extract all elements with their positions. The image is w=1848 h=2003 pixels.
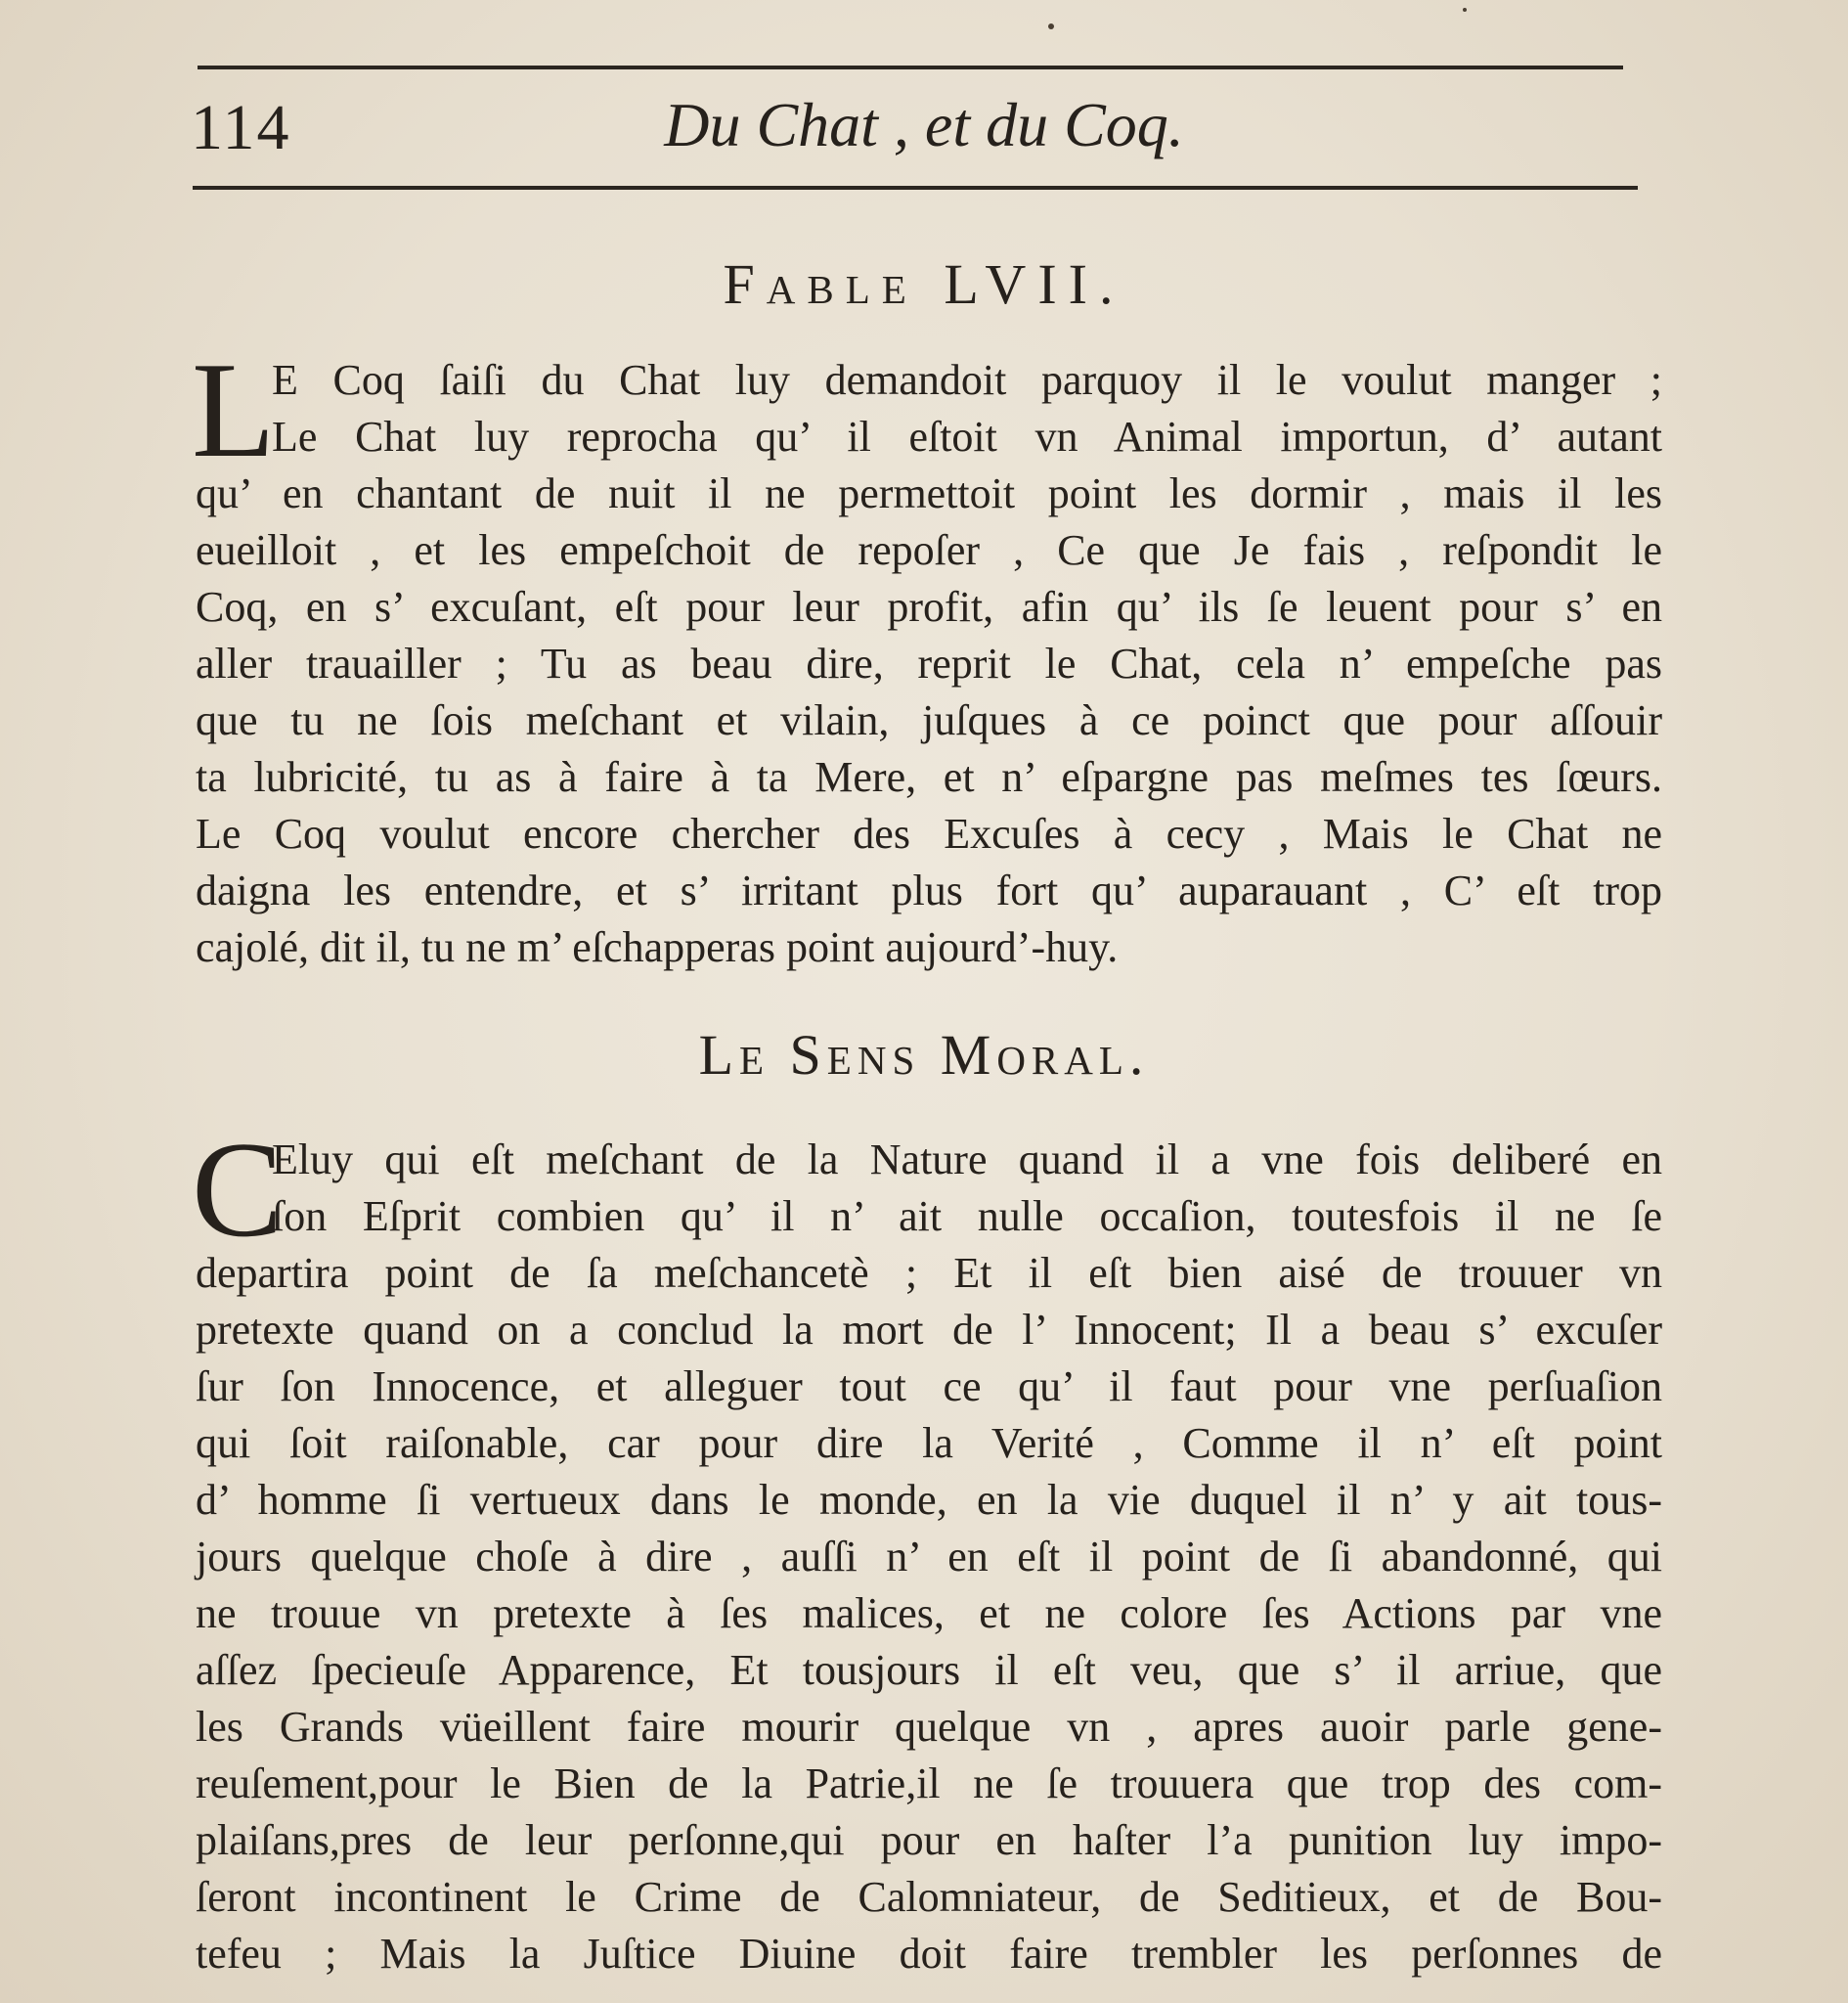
moral-line: jours quelque choſe à dire , auſſi n’ en eſt il point de ſi abandonné, qui bbox=[196, 1533, 1662, 1580]
page-number: 114 bbox=[191, 92, 291, 163]
fable-line: aller trauailler ; Tu as beau dire, reprit le Chat, cela n’ empeſche pas bbox=[196, 640, 1662, 688]
moral-line: Eluy qui eſt meſchant de la Nature quand il a vne fois deliberé en bbox=[272, 1135, 1662, 1183]
fable-heading: Fable LVII. bbox=[723, 252, 1125, 316]
header-rule-top bbox=[198, 66, 1623, 69]
moral-line: ſur ſon Innocence, et alleguer tout ce qu’ il faut pour vne perſuaſion bbox=[196, 1362, 1662, 1410]
fable-line: ta lubricité, tu as à faire à ta Mere, et n’ eſpargne pas meſmes tes ſœurs. bbox=[196, 753, 1662, 801]
ink-speck bbox=[1463, 8, 1467, 12]
moral-line: reuſement,pour le Bien de la Patrie,il ne ſe trouuera que trop des com- bbox=[196, 1759, 1662, 1807]
fable-line: que tu ne ſois meſchant et vilain, juſques à ce poinct que pour aſſouir bbox=[196, 696, 1662, 744]
moral-line: qui ſoit raiſonable, car pour dire la Verité , Comme il n’ eſt point bbox=[196, 1419, 1662, 1467]
moral-line: aſſez ſpecieuſe Apparence, Et tousjours il eſt veu, que s’ il arriue, que bbox=[196, 1646, 1662, 1694]
fable-line: qu’ en chantant de nuit il ne permettoit point les dormir , mais il les bbox=[196, 469, 1662, 517]
fable-dropcap: L bbox=[192, 334, 276, 486]
moral-line: ſon Eſprit combien qu’ il n’ ait nulle occaſion, toutesfois il ne ſe bbox=[272, 1192, 1662, 1240]
fable-line: Le Coq voulut encore chercher des Excuſes à cecy , Mais le Chat ne bbox=[196, 810, 1662, 858]
moral-dropcap: C bbox=[192, 1114, 284, 1266]
moral-line: ſeront incontinent le Crime de Calomniateur, de Seditieux, et de Bou- bbox=[196, 1873, 1662, 1921]
moral-heading: Le Sens Moral. bbox=[698, 1023, 1150, 1087]
running-title: Du Chat , et du Coq. bbox=[664, 90, 1184, 159]
moral-line: d’ homme ſi vertueux dans le monde, en la vie duquel il n’ y ait tous- bbox=[196, 1476, 1662, 1524]
fable-line: eueilloit , et les empeſchoit de repoſer , Ce que Je fais , reſpondit le bbox=[196, 526, 1662, 574]
ink-speck bbox=[1048, 23, 1054, 29]
fable-line: Le Chat luy reprocha qu’ il eſtoit vn Animal importun, d’ autant bbox=[272, 413, 1662, 461]
moral-line: departira point de ſa meſchancetè ; Et il eſt bien aisé de trouuer vn bbox=[196, 1249, 1662, 1297]
moral-line: pretexte quand on a conclud la mort de l’ Innocent; Il a beau s’ excuſer bbox=[196, 1306, 1662, 1354]
fable-line: cajolé, dit il, tu ne m’ eſchapperas point aujourd’-huy. bbox=[196, 923, 1119, 971]
fable-line: daigna les entendre, et s’ irritant plus fort qu’ auparauant , C’ eſt trop bbox=[196, 867, 1662, 914]
header-rule-bottom bbox=[193, 186, 1638, 190]
moral-line: plaiſans,pres de leur perſonne,qui pour en haſter l’a punition luy impo- bbox=[196, 1816, 1662, 1864]
moral-line: ne trouue vn pretexte à ſes malices, et ne colore ſes Actions par vne bbox=[196, 1589, 1662, 1637]
moral-line: tefeu ; Mais la Juſtice Diuine doit faire trembler les perſonnes de bbox=[196, 1930, 1662, 1978]
fable-line: Coq, en s’ excuſant, eſt pour leur profit, afin qu’ ils ſe leuent pour s’ en bbox=[196, 583, 1662, 631]
moral-line: les Grands vüeillent faire mourir quelque vn , apres auoir parle gene- bbox=[196, 1703, 1662, 1751]
fable-line: E Coq ſaiſi du Chat luy demandoit parquoy il le voulut manger ; bbox=[272, 356, 1662, 404]
